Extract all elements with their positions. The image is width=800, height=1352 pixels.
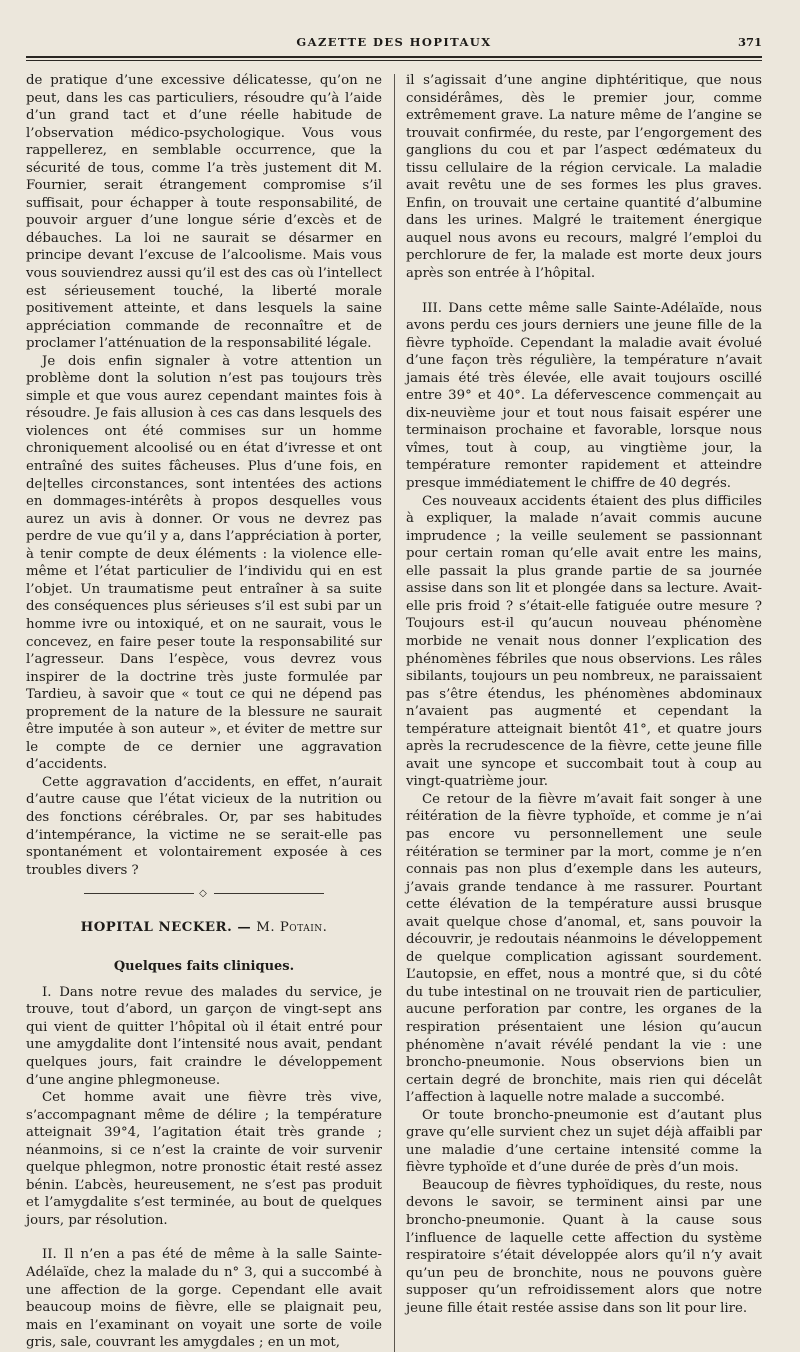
header-rule-thin bbox=[26, 60, 762, 61]
right-column bbox=[406, 72, 762, 1352]
paragraph: Cet homme avait une fièvre très vive, s’accompagnant même de délire ; la température atteignait 39°4, l’agitation était très grande ; néanmoins, si ce n’est la crainte de voir survenir quelque phlegmon, notre pronostic était resté assez bénin. L’abcès, heureusement, ne s’est pas produit et l’amygdalite s’est terminée, au bout de quelques jours, par résolution. bbox=[26, 1090, 382, 1228]
paragraph: Beaucoup de fièvres typhoïdiques, du reste, nous devons le savoir, se terminent ainsi par une broncho-pneumonie. Quant à la cause sous l’influence de laquelle cette affection du système respiratoire s’était développée alors qu’il n’y avait qu’un peu de bronchite, nous ne pouvons guère supposer qu’un refroidissement alors que notre jeune fille était restée assise dans son lit pour lire. bbox=[406, 1177, 762, 1316]
paragraph: III. Dans cette même salle Sainte-Adélaïde, nous avons perdu ces jours derniers une jeune fille de la fièvre typhoïde. Cependant la maladie avait évolué d’une façon très régulière, la température n’avait jamais été très élevée, elle avait toujours oscillé entre 39° et 40°. La défervescence commençait au dix-neuvième jour et tout nous faisait espérer une terminaison prochaine et favorable, lorsque nous vîmes, tout à coup, au vingtième jour, la température remonter rapidement et atteindre presque immédiatement le chiffre de 40 degrés. bbox=[406, 300, 762, 492]
left-column bbox=[26, 72, 382, 1352]
page-number: 371 bbox=[737, 35, 762, 49]
paragraph: Cette aggravation d’accidents, en effet, n’aurait d’autre cause que l’état vicieux de la nutrition ou des fonctions cérébrales. Or, par ses habitudes d’intempérance, la victime ne se serait-elle pas spontanément et volontairement exposée à ces troubles divers ? bbox=[26, 774, 382, 878]
doctor-name: M. Potain. bbox=[256, 919, 328, 935]
heading-dash: — bbox=[237, 919, 252, 935]
text-columns bbox=[26, 72, 762, 1352]
hospital-name: HOPITAL NECKER. bbox=[80, 919, 233, 935]
separator-ornament: ◇ bbox=[199, 888, 209, 900]
paragraph: Or toute broncho-pneumonie est d’autant plus grave qu’elle survient chez un sujet déjà affaibli par une maladie d’une certaine intensité comme la fièvre typhoïde et d’une durée de près d’un mois. bbox=[406, 1107, 762, 1176]
paragraph: de pratique d’une excessive délicatesse, qu’on ne peut, dans les cas particuliers, résoudre qu’à l’aide d’un grand tact et d’une réelle habitude de l’observation médico-psychologique. Vous vous rappellerez, en semblable occurrence, que la sécurité de tous, comme l’a très justement dit M. Fournier, serait étrangement compromise s’il suffisait, pour échapper à toute responsabilité, de pouvoir arguer d’une longue série d’excès et de débauches. La loi ne saurait se désarmer en principe devant l’excuse de l’alcoolisme. Mais vous vous souviendrez aussi qu’il est des cas où l’intellect est sérieusement touché, la liberté morale positivement atteinte, et dans lesquels la saine appréciation commande de reconnaître et de proclamer l’atténuation de la responsabilité légale. bbox=[26, 73, 382, 352]
paragraph: II. Il n’en a pas été de même à la salle Sainte-Adélaïde, chez la malade du n° 3, qui a succombé à une affection de la gorge. Cependant elle avait beaucoup moins de fièvre, elle se plaignait peu, mais en l’examinant on voyait une sorte de voile gris, sale, couvrant les amygdales ; en un mot, bbox=[26, 1247, 382, 1351]
page-header bbox=[26, 0, 762, 62]
paragraph: il s’agissait d’une angine diphtéritique, que nous considérâmes, dès le premier jour, comme extrêmement grave. La nature même de l’angine se trouvait confirmée, du reste, par l’engorgement des ganglions du cou et par l’aspect œdémateux du tissu cellulaire de la région cervicale. La maladie avait revêtu une de ses formes les plus graves. Enfin, on trouvait une certaine quantité d’albumine dans les urines. Malgré le traitement énergique auquel nous avons eu recours, malgré l’emploi du perchlorure de fer, la malade est morte deux jours après son entrée à l’hôpital. bbox=[406, 73, 762, 282]
paragraph: I. Dans notre revue des malades du service, je trouve, tout d’abord, un garçon de vingt-sept ans qui vient de quitter l’hôpital où il était entré pour une amygdalite dont l’intensité nous avait, pendant quelques jours, fait craindre le développement d’une angine phlegmoneuse. bbox=[26, 984, 382, 1088]
running-title: GAZETTE DES HOPITAUX bbox=[296, 35, 492, 49]
header-rule-thick bbox=[26, 56, 762, 58]
section-heading bbox=[26, 919, 382, 937]
column-divider bbox=[394, 74, 395, 1352]
paragraph: Je dois enfin signaler à votre attention un problème dont la solution n’est pas toujours très simple et que vous aurez cependant maintes fois à résoudre. Je fais allusion à ces cas dans lesquels des violences ont été commises sur un homme chroniquement alcoolisé ou en état d’ivresse et ont entraîné des suites fâcheuses. Plus d’une fois, en de|telles circonstances, sont intentées des actions en dommages-intérêts à propos desquelles vous aurez un avis à donner. Or vous ne devrez pas perdre de vue qu’il y a, dans l’appréciation à porter, à tenir compte de deux éléments : la violence elle-même et l’état particulier de l’individu qui en est l’objet. Un traumatisme peut entraîner à sa suite des conséquences plus sérieuses s’il est subi par un homme ivre ou intoxiqué, et on ne saurait, vous le concevez, en faire peser toute la responsabilité sur l’agresseur. Dans l’espèce, vous devrez vous inspirer de la doctrine très juste formulée par Tardieu, à savoir que « tout ce qui ne dépend pas proprement de la nature de la blessure ne saurait être imputée à son auteur », et éviter de mettre sur le compte de ce dernier une aggravation d’accidents. bbox=[26, 353, 382, 773]
section-separator bbox=[26, 885, 382, 903]
paragraph: Ces nouveaux accidents étaient des plus difficiles à expliquer, la malade n’avait commis aucune imprudence ; la veille seulement se passionnant pour certain roman qu’elle avait entre les mains, elle passait la plus grande partie de sa journée assise dans son lit et plongée dans sa lecture. Avait-elle pris froid ? s’était-elle fatiguée outre mesure ? Toujours est-il qu’aucun nouveau phénomène morbide ne venait nous donner l’explication des phénomènes fébriles que nous observions. Les râles sibilants, toujours un peu nombreux, ne paraissaient pas s’être étendus, les phénomènes abdominaux n’avaient pas augmenté et cependant la température atteignait bientôt 41°, et quatre jours après la recrudescence de la fièvre, cette jeune fille avait une syncope et succombait tout à coup au vingt-quatrième jour. bbox=[406, 493, 762, 790]
paragraph: Ce retour de la fièvre m’avait fait songer à une réitération de la fièvre typhoïde, et comme je n’ai pas encore vu personnellement une seule réitération se terminer par la mort, comme je n’en connais pas non plus d’exemple dans les auteurs, j’avais grande tendance à me rassurer. Pourtant cette élévation de la température aussi brusque avait quelque chose d’anomal, et, sans pouvoir la découvrir, je redoutais néanmoins le développement de quelque complication agissant sourdement. L’autopsie, en effet, nous a montré que, si du côté du tube intestinal on ne trouvait rien de particulier, aucune perforation par contre, les organes de la respiration présentaient une lésion qu’aucun phénomène n’avait révélé pendant la vie : une broncho-pneumonie. Nous observions bien un certain degré de bronchite, mais rien qui décelât l’affection à laquelle notre malade a succombé. bbox=[406, 791, 762, 1106]
article-subtitle: Quelques faits cliniques. bbox=[113, 959, 295, 975]
